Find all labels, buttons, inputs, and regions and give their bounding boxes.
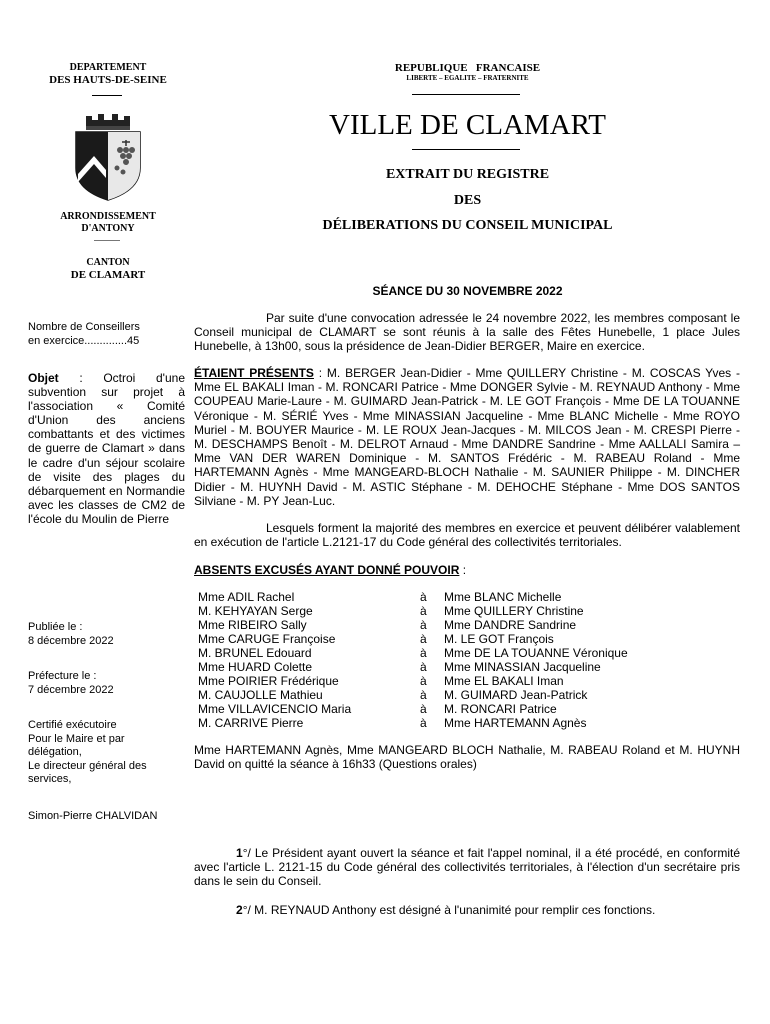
canton-header [28, 257, 188, 281]
divider [92, 95, 122, 96]
quitte-paragraph: Mme HARTEMANN Agnès, Mme MANGEARD BLOCH Nathalie, M. RABEAU Roland et M. HUYNH David on quitté la séance à 16h33 (Questions orales) [194, 743, 740, 772]
absent-name: M. BRUNEL Edouard [198, 646, 312, 660]
presents-label: ÉTAIENT PRÉSENTS [194, 366, 314, 380]
proxy-name: Mme DE LA TOUANNE Véronique [444, 646, 628, 660]
proxy-name: Mme BLANC Michelle [444, 590, 562, 604]
proxy-a: à [420, 674, 427, 688]
publiee-label: Publiée le : [28, 621, 83, 633]
arrondissement-header [28, 211, 188, 235]
absents-table [198, 590, 628, 730]
conseillers-line1: Nombre de Conseillers [28, 321, 140, 333]
point2-text: °/ M. REYNAUD Anthony est désigné à l'unanimité pour remplir ces fonctions. [242, 903, 656, 917]
proxy-name: M. LE GOT François [444, 632, 554, 646]
antony-label: D'ANTONY [81, 223, 135, 234]
absent-name: Mme POIRIER Frédérique [198, 674, 339, 688]
proxy-a: à [420, 702, 427, 716]
divider [412, 149, 520, 150]
devise-label: LIBERTE – EGALITE – FRATERNITE [406, 74, 529, 82]
point1-number: 1 [236, 846, 243, 860]
publiee-date: 8 décembre 2022 [28, 634, 114, 647]
canton-label: CANTON [86, 257, 130, 268]
prefecture-label: Préfecture le : [28, 670, 97, 682]
absents-colon: : [459, 563, 467, 577]
absents-label: ABSENTS EXCUSÉS AYANT DONNÉ POUVOIR [194, 563, 460, 577]
proxy-name: Mme MINASSIAN Jacqueline [444, 660, 601, 674]
absent-name: Mme ADIL Rachel [198, 590, 295, 604]
divider [94, 240, 120, 241]
absent-row [198, 632, 628, 646]
proxy-name: Mme QUILLERY Christine [444, 604, 584, 618]
objet-label: Objet [28, 371, 59, 385]
prefecture-date: 7 décembre 2022 [28, 683, 114, 696]
conseillers-line2: en exercice..............45 [28, 334, 140, 347]
point2-number: 2 [236, 903, 243, 917]
absents-heading [194, 563, 740, 577]
presents-paragraph [194, 366, 740, 508]
proxy-a: à [420, 716, 427, 730]
proxy-name: Mme HARTEMANN Agnès [444, 716, 587, 730]
hauts-de-seine-label: DES HAUTS-DE-SEINE [49, 74, 167, 86]
proxy-a: à [420, 604, 427, 618]
absent-row [198, 660, 628, 674]
certifie-line3: délégation, [28, 746, 82, 758]
republique-label: REPUBLIQUE FRANCAISE [394, 62, 541, 74]
departement-header [28, 62, 188, 86]
clamart-label: DE CLAMART [70, 269, 146, 281]
certification-block [28, 719, 186, 787]
proxy-name: Mme EL BAKALI Iman [444, 674, 564, 688]
absent-row [198, 716, 628, 730]
objet-text: : Octroi d'une subvention sur projet à l'association « Comité d'Union des anciens combattants et des victimes de guerre de Clamart » dans le cadre d'un séjour scolaire de visite des plages du débarquement en Normandie avec les classes de CM2 de l'école du Moulin de Pierre [28, 371, 185, 526]
proxy-a: à [420, 590, 427, 604]
proxy-a: à [420, 646, 427, 660]
signataire: Simon-Pierre CHALVIDAN [28, 810, 158, 822]
proxy-name: M. GUIMARD Jean-Patrick [444, 688, 588, 702]
absent-row [198, 646, 628, 660]
absent-name: Mme VILLAVICENCIO Maria [198, 702, 352, 716]
certifie-line5: services, [28, 773, 72, 785]
divider [412, 94, 520, 95]
certifie-line2: Pour le Maire et par [28, 732, 125, 745]
seance-title: SÉANCE DU 30 NOVEMBRE 2022 [372, 284, 563, 298]
point1-text: °/ Le Président ayant ouvert la séance et fait l'appel nominal, il a été procédé, en conformité avec l'article L. 2121-15 du Code général des collectivités territoriales, à l'élection d'un secrétaire pris dans le sein du Conseil. [194, 846, 740, 889]
ville-title: VILLE DE CLAMART [329, 109, 606, 141]
extrait-title: EXTRAIT DU REGISTRE [385, 167, 550, 182]
absent-name: Mme HUARD Colette [198, 660, 313, 674]
proxy-a: à [420, 632, 427, 646]
arrondissement-label: ARRONDISSEMENT [60, 211, 156, 222]
objet-block [28, 371, 185, 526]
certifie-line4: Le directeur général des [28, 759, 147, 772]
departement-label: DEPARTEMENT [69, 62, 147, 73]
absent-row [198, 618, 628, 632]
des-title: DES [453, 193, 482, 208]
absent-name: Mme CARUGE Françoise [198, 632, 336, 646]
absent-name: Mme RIBEIRO Sally [198, 618, 307, 632]
clamart-coat-of-arms-icon [70, 110, 146, 202]
deliberations-title: DÉLIBERATIONS DU CONSEIL MUNICIPAL [322, 218, 613, 233]
proxy-a: à [420, 660, 427, 674]
absent-row [198, 590, 628, 604]
intro-paragraph: Par suite d'une convocation adressée le 24 novembre 2022, les membres composant le Conseil municipal de CLAMART se sont réunis à la salle des Fêtes Hunebelle, 1 place Jules Hunebelle, à 13h00, sous la présidence de Jean-Didier BERGER, Maire en exercice. [194, 311, 740, 354]
absent-row [198, 674, 628, 688]
absent-row [198, 604, 628, 618]
conseillers-count [28, 321, 186, 348]
absent-name: M. KEHYAYAN Serge [198, 604, 313, 618]
absent-row [198, 702, 628, 716]
prefecture-block [28, 670, 186, 697]
absent-name: M. CARRIVE Pierre [198, 716, 304, 730]
proxy-a: à [420, 688, 427, 702]
proxy-a: à [420, 618, 427, 632]
majorite-paragraph: Lesquels forment la majorité des membres en exercice et peuvent délibérer valablement en exécution de l'article L.2121-17 du Code général des collectivités territoriales. [194, 521, 740, 550]
point1-paragraph [194, 846, 740, 889]
certifie-line1: Certifié exécutoire [28, 719, 117, 731]
proxy-name: M. RONCARI Patrice [444, 702, 557, 716]
absents-table-container [198, 590, 628, 730]
proxy-name: Mme DANDRE Sandrine [444, 618, 577, 632]
presents-text: : M. BERGER Jean-Didier - Mme QUILLERY Christine - M. COSCAS Yves - Mme EL BAKALI Iman - M. RONCARI Patrice - Mme DONGER Sylvie - M. REYNAUD Anthony - Mme COUPEAU Marie-Laure - M. GUIMARD Jean-Patrick - M. LE GOT François - Mme DE LA TOUANNE Véronique - M. SÉRIÉ Yves - Mme MINASSIAN Jacqueline - Mme BLANC Michelle - Mme ROYO Muriel - M. BOUYER Maurice - M. LE ROUX Jean-Jacques - M. MILCOS Jean - M. CRESPI Pierre - M. DESCHAMPS Benoît - M. DELROT Arnaud - Mme DANDRE Sandrine - Mme AALLALI Samira – Mme VAN DER WAREN Dominique - M. SANTOS Frédéric - M. RABEAU Roland - Mme HARTEMANN Agnès - Mme MANGEARD-BLOCH Nathalie - M. SAUNIER Philippe - M. DINCHER Didier - M. HUYNH David - M. ASTIC Stéphane - M. DEHOCHE Stéphane - Mme DOS SANTOS Silviane - M. PY Jean-Luc. [194, 366, 740, 508]
absent-row [198, 688, 628, 702]
absent-name: M. CAUJOLLE Mathieu [198, 688, 323, 702]
point2-paragraph [194, 903, 740, 917]
publication-block [28, 621, 186, 648]
